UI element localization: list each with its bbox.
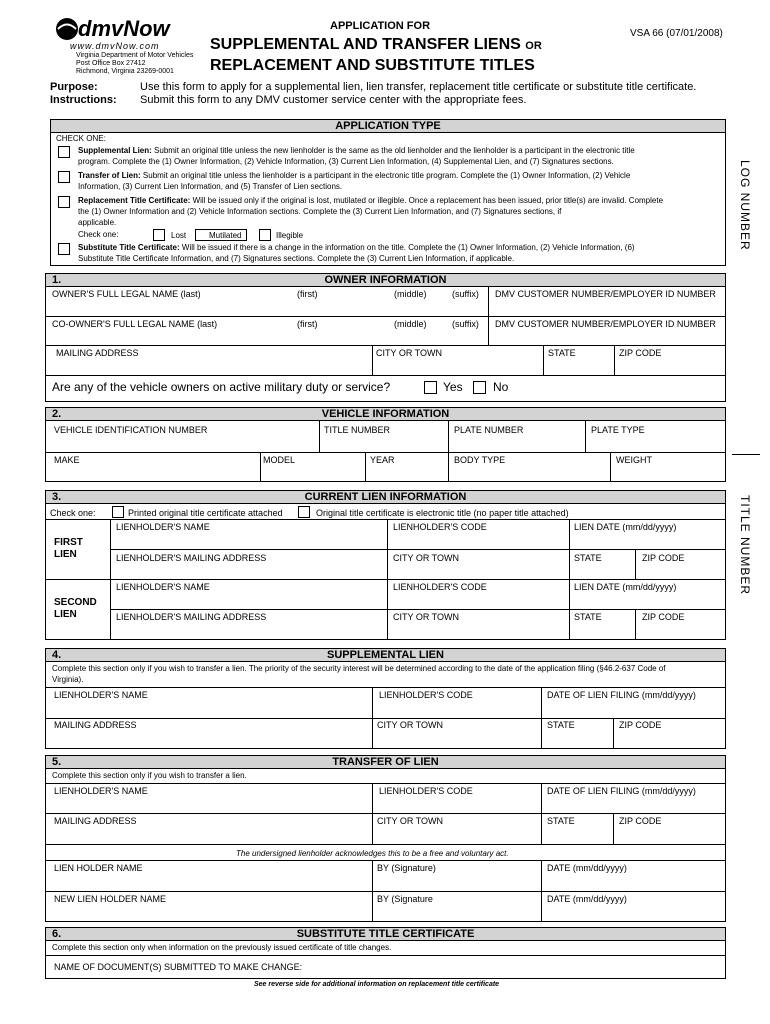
coowner-middle-field[interactable]: (middle) <box>394 319 427 329</box>
owner-suffix-field[interactable]: (suffix) <box>452 289 479 299</box>
date-field-2[interactable]: DATE (mm/dd/yyyy) <box>547 894 627 904</box>
title-or: OR <box>525 40 542 52</box>
illegible-label: Illegible <box>276 231 304 240</box>
page-title <box>210 36 542 54</box>
electronic-title-label: Original title certificate is electronic title (no paper title attached) <box>316 508 569 518</box>
current-lien-bar <box>45 490 726 504</box>
supplemental-num: 4. <box>52 649 62 661</box>
vin-field[interactable]: VEHICLE IDENTIFICATION NUMBER <box>54 425 208 435</box>
substitute-bar <box>45 927 726 941</box>
subst-text1: Will be issued if there is a change in the information on the title. Complete the (1) Owner Information, (2) Vehicle Information, (6) <box>181 243 635 252</box>
transfer-num: 5. <box>52 756 62 768</box>
subst-text2: Substitute Title Certificate Information, and (7) Signatures sections. Complete the (3) Current Lien Information, if applicable. <box>78 254 515 263</box>
substitute-title-checkbox[interactable] <box>58 243 70 255</box>
title-number-label: TITLE NUMBER <box>738 495 752 596</box>
documents-submitted-field[interactable]: NAME OF DOCUMENT(S) SUBMITTED TO MAKE CHANGE: <box>54 962 303 972</box>
first-lien-city-field[interactable]: CITY OR TOWN <box>393 553 460 563</box>
dept-name: Virginia Department of Motor Vehicles <box>76 52 194 59</box>
app-type-bar <box>50 119 726 133</box>
supplemental-bar <box>45 648 726 662</box>
owner-mailing-field[interactable]: MAILING ADDRESS <box>56 348 139 358</box>
supp-state-field[interactable]: STATE <box>547 720 575 730</box>
repl-text2: the (1) Owner Information and (2) Vehicle Information sections. Complete the (3) Current Lien Information, and (7) Signatures sections, if <box>78 207 562 216</box>
substitute-title-text <box>78 242 723 264</box>
title-number-box <box>728 490 768 620</box>
repl-text3: applicable. <box>78 218 117 227</box>
body-type-field[interactable]: BODY TYPE <box>454 455 506 465</box>
replacement-title-text <box>78 195 723 228</box>
supp-city-field[interactable]: CITY OR TOWN <box>377 720 444 730</box>
second-lien-date-field[interactable]: LIEN DATE (mm/dd/yyyy) <box>574 582 677 592</box>
supplemental-lien-checkbox[interactable] <box>58 146 70 158</box>
substitute-note: Complete this section only when information on the previously issued certificate of title changes. <box>52 943 392 952</box>
logo-text: dmvNow <box>78 16 170 41</box>
lien-check-one: Check one: <box>50 508 96 518</box>
transfer-text2: Information, (3) Current Lien Information, and (5) Transfer of Lien sections. <box>78 182 343 191</box>
transfer-note: Complete this section only if you wish to transfer a lien. <box>52 771 247 780</box>
current-lien-title: CURRENT LIEN INFORMATION <box>304 491 467 503</box>
subst-bold: Substitute Title Certificate: <box>78 243 180 252</box>
vehicle-bar <box>45 407 726 421</box>
transfer-state-field[interactable]: STATE <box>547 816 575 826</box>
second-lienholder-name-field[interactable]: LIENHOLDER'S NAME <box>116 582 210 592</box>
illegible-checkbox[interactable] <box>259 229 271 241</box>
transfer-text1: Submit an original title unless the lienholder is a participant in the electronic title program. Complete the (1) Owner Information, (2) Vehicle <box>142 171 631 180</box>
transfer-bar <box>45 755 726 769</box>
supp-lienholder-code-field[interactable]: LIENHOLDER'S CODE <box>379 690 473 700</box>
supplemental-note1: Complete this section only if you wish to transfer a lien. The priority of the security interest will be determined according to the date of the application filing (§46.2-637 Code of <box>52 664 666 673</box>
title-line1: SUPPLEMENTAL AND TRANSFER LIENS <box>210 36 521 53</box>
transfer-lien-checkbox[interactable] <box>58 171 70 183</box>
check-one-repl: Check one: <box>78 230 119 239</box>
dmv-logo <box>50 14 200 75</box>
acknowledge-text: The undersigned lienholder acknowledges this to be a free and voluntary act. <box>236 849 509 858</box>
transfer-zip-field[interactable]: ZIP CODE <box>619 816 662 826</box>
footer-note: See reverse side for additional information on replacement title certificate <box>254 981 500 988</box>
date-field-1[interactable]: DATE (mm/dd/yyyy) <box>547 863 627 873</box>
purpose-text: Use this form to apply for a supplemental lien, lien transfer, replacement title certificate or substitute title certificate. <box>140 81 697 93</box>
owner-middle-field[interactable]: (middle) <box>394 289 427 299</box>
first-lien-zip-field[interactable]: ZIP CODE <box>642 553 685 563</box>
plate-type-field[interactable]: PLATE TYPE <box>591 425 645 435</box>
second-lien-city-field[interactable]: CITY OR TOWN <box>393 612 460 622</box>
owner-city-field[interactable]: CITY OR TOWN <box>376 348 443 358</box>
owner-bar <box>45 273 726 287</box>
make-field[interactable]: MAKE <box>54 455 80 465</box>
supplemental-title: SUPPLEMENTAL LIEN <box>327 649 444 661</box>
second-lien-label-a: SECOND <box>54 597 97 608</box>
second-lien-state-field[interactable]: STATE <box>574 612 602 622</box>
electronic-title-checkbox[interactable] <box>298 506 310 518</box>
second-lien-label-b: LIEN <box>54 609 77 620</box>
owner-name-field[interactable]: OWNER'S FULL LEGAL NAME (last) <box>52 289 201 299</box>
log-number-box <box>728 118 768 258</box>
app-for: APPLICATION FOR <box>330 20 431 32</box>
transfer-lien-text <box>78 170 723 192</box>
side-divider <box>732 454 760 455</box>
printed-title-checkbox[interactable] <box>112 506 124 518</box>
printed-title-label: Printed original title certificate attached <box>128 508 283 518</box>
signature-field-2[interactable]: BY (Signature <box>377 894 433 904</box>
coowner-dmv-number-field[interactable]: DMV CUSTOMER NUMBER/EMPLOYER ID NUMBER <box>495 319 716 329</box>
first-lienholder-name-field[interactable]: LIENHOLDER'S NAME <box>116 522 210 532</box>
transfer-title: TRANSFER OF LIEN <box>332 756 439 768</box>
check-one-label: CHECK ONE: <box>56 134 106 143</box>
supplemental-lien-text <box>78 145 723 167</box>
supp-date-filing-field[interactable]: DATE OF LIEN FILING (mm/dd/yyyy) <box>547 690 696 700</box>
transfer-lienholder-code-field[interactable]: LIENHOLDER'S CODE <box>379 786 473 796</box>
transfer-city-field[interactable]: CITY OR TOWN <box>377 816 444 826</box>
vehicle-num: 2. <box>52 408 62 420</box>
supp-zip-field[interactable]: ZIP CODE <box>619 720 662 730</box>
transfer-lienholder-name-field[interactable]: LIENHOLDER'S NAME <box>54 786 148 796</box>
first-lien-label-a: FIRST <box>54 537 83 548</box>
model-field[interactable]: MODEL <box>263 455 296 465</box>
first-lien-date-field[interactable]: LIEN DATE (mm/dd/yyyy) <box>574 522 677 532</box>
coowner-suffix-field[interactable]: (suffix) <box>452 319 479 329</box>
purpose-label: Purpose: <box>50 81 98 93</box>
form-id: VSA 66 (07/01/2008) <box>630 28 723 39</box>
supplemental-note2: Virginia). <box>52 675 84 684</box>
log-number-label: LOG NUMBER <box>738 160 752 251</box>
first-lienholder-mailing-field[interactable]: LIENHOLDER'S MAILING ADDRESS <box>116 553 267 563</box>
second-lienholder-mailing-field[interactable]: LIENHOLDER'S MAILING ADDRESS <box>116 612 267 622</box>
year-field[interactable]: YEAR <box>370 455 395 465</box>
owner-zip-field[interactable]: ZIP CODE <box>619 348 662 358</box>
weight-field[interactable]: WEIGHT <box>616 455 652 465</box>
replacement-title-checkbox[interactable] <box>58 196 70 208</box>
lien-holder-name-field[interactable]: LIEN HOLDER NAME <box>54 863 143 873</box>
supp-mailing-field[interactable]: MAILING ADDRESS <box>54 720 137 730</box>
substitute-title: SUBSTITUTE TITLE CERTIFICATE <box>296 928 475 940</box>
substitute-num: 6. <box>52 928 62 940</box>
lost-checkbox[interactable] <box>153 229 165 241</box>
repl-text1: Will be issued only if the original is lost, mutilated or illegible. Once a replacement has been issued, prior title(s) are invalid. Complete <box>192 196 664 205</box>
title-line2: REPLACEMENT AND SUBSTITUTE TITLES <box>210 57 535 74</box>
website: www.dmvNow.com <box>70 41 160 51</box>
military-no-label: No <box>493 380 509 394</box>
first-lien-state-field[interactable]: STATE <box>574 553 602 563</box>
supp-lienholder-name-field[interactable]: LIENHOLDER'S NAME <box>54 690 148 700</box>
mutilated-label: Mutilated <box>209 231 242 240</box>
military-yes-checkbox[interactable] <box>424 381 437 394</box>
military-question: Are any of the vehicle owners on active military duty or service? <box>52 380 391 394</box>
first-lienholder-code-field[interactable]: LIENHOLDER'S CODE <box>393 522 487 532</box>
lost-label: Lost <box>171 231 187 240</box>
current-lien-num: 3. <box>52 491 62 503</box>
new-lien-holder-name-field[interactable]: NEW LIEN HOLDER NAME <box>54 894 167 904</box>
title-number-field[interactable]: TITLE NUMBER <box>324 425 391 435</box>
owner-title: OWNER INFORMATION <box>324 274 447 286</box>
supp-bold: Supplemental Lien: <box>78 146 152 155</box>
second-lien-zip-field[interactable]: ZIP CODE <box>642 612 685 622</box>
instructions-text: Submit this form to any DMV customer service center with the appropriate fees. <box>140 94 527 106</box>
owner-dmv-number-field[interactable]: DMV CUSTOMER NUMBER/EMPLOYER ID NUMBER <box>495 289 716 299</box>
transfer-bold: Transfer of Lien: <box>78 171 141 180</box>
military-yes-label: Yes <box>443 380 463 394</box>
supp-text2: program. Complete the (1) Owner Information, (2) Vehicle Information, (3) Current Lien Information, (4) Supplemental Lien, and (7) Signatures sections. <box>78 157 614 166</box>
owner-first-field[interactable]: (first) <box>297 289 318 299</box>
transfer-date-filing-field[interactable]: DATE OF LIEN FILING (mm/dd/yyyy) <box>547 786 696 796</box>
owner-state-field[interactable]: STATE <box>548 348 576 358</box>
coowner-first-field[interactable]: (first) <box>297 319 318 329</box>
app-type-title: APPLICATION TYPE <box>335 120 441 132</box>
plate-number-field[interactable]: PLATE NUMBER <box>454 425 524 435</box>
signature-field-1[interactable]: BY (Signature) <box>377 863 436 873</box>
instructions-label: Instructions: <box>50 94 117 106</box>
military-no-checkbox[interactable] <box>473 381 486 394</box>
coowner-name-field[interactable]: CO-OWNER'S FULL LEGAL NAME (last) <box>52 319 218 329</box>
repl-bold: Replacement Title Certificate: <box>78 196 191 205</box>
city-address: Richmond, Virginia 23269-0001 <box>76 68 174 75</box>
second-lienholder-code-field[interactable]: LIENHOLDER'S CODE <box>393 582 487 592</box>
first-lien-label-b: LIEN <box>54 549 77 560</box>
owner-num: 1. <box>52 274 62 286</box>
po-box: Post Office Box 27412 <box>76 60 146 67</box>
transfer-mailing-field[interactable]: MAILING ADDRESS <box>54 816 137 826</box>
vehicle-title: VEHICLE INFORMATION <box>321 408 450 420</box>
supp-text1: Submit an original title unless the new lienholder is the same as the old lienholder and the lienholder is a participant in the electronic title <box>154 146 635 155</box>
